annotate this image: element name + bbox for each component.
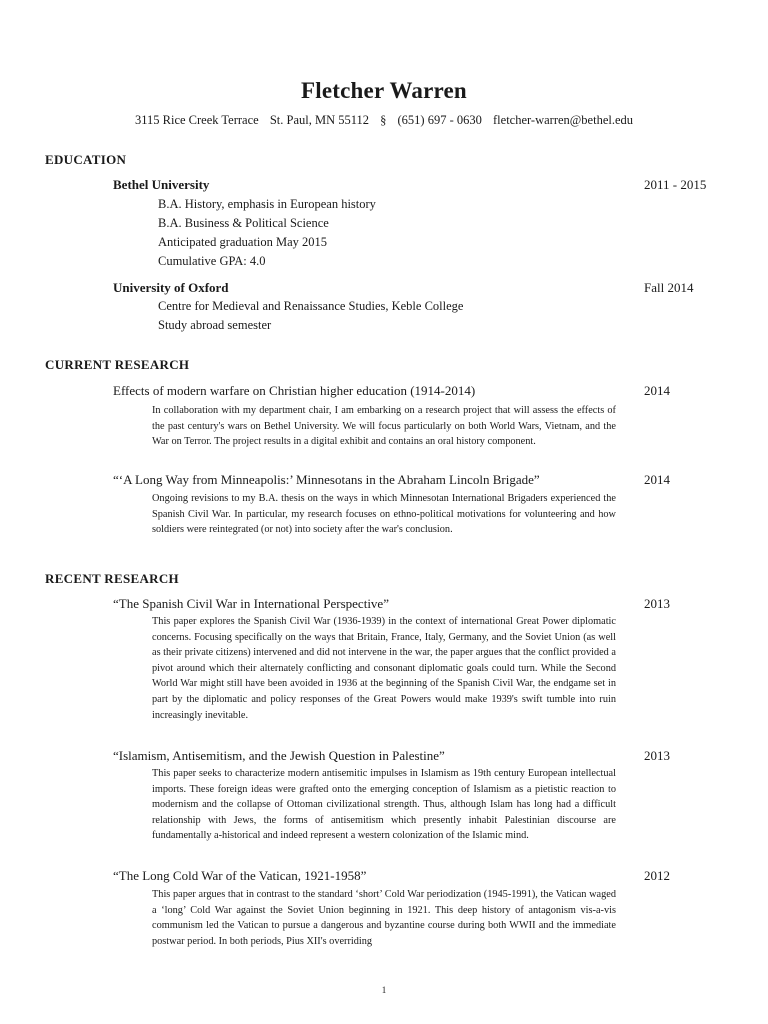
entry-date: 2012 <box>644 868 670 883</box>
institution-name: Bethel University <box>113 177 210 192</box>
phone: (651) 697 - 0630 <box>397 113 482 127</box>
page-number: 1 <box>381 985 387 995</box>
research-description: This paper explores the Spanish Civil War (1936-1939) in the context of international Great Power diplomatic concerns. Focusing specifically on the ways that Britain, France, Italy, Germany, and the Soviet Union (as well as their private citizens) intervened and did not intervene in the war, the paper argues that the conflict provided a pivot around which their alternately conflicting and consonant diplomatic goals could turn. While the Second World War might still have been avoided in 1936 at the beginning of the Spanish Civil War, the endgame set in part by the diplomatic and policy responses of the Great Powers would make 1939's swift tumble into ruin increasingly inevitable. <box>152 616 616 721</box>
education-detail: Cumulative GPA: 4.0 <box>158 254 266 268</box>
candidate-name: Fletcher Warren <box>301 78 467 103</box>
research-title: “‘A Long Way from Minneapolis:’ Minnesotans in the Abraham Lincoln Brigade” <box>113 472 540 487</box>
research-title: “The Spanish Civil War in International Perspective” <box>113 596 389 611</box>
education-detail: Centre for Medieval and Renaissance Studies, Keble College <box>158 299 464 313</box>
research-title: “The Long Cold War of the Vatican, 1921-1958” <box>113 868 367 883</box>
email-link[interactable]: fletcher-warren@bethel.edu <box>493 113 634 127</box>
education-detail: B.A. Business & Political Science <box>158 216 329 230</box>
research-title: “Islamism, Antisemitism, and the Jewish Question in Palestine” <box>113 748 445 763</box>
city: St. Paul, MN 55112 <box>269 113 370 127</box>
address: 3115 Rice Creek Terrace <box>134 113 259 127</box>
section-heading-recent-research: RECENT RESEARCH <box>45 571 179 586</box>
section-heading-current-research: CURRENT RESEARCH <box>45 357 190 372</box>
entry-date: 2013 <box>644 596 670 611</box>
research-description: This paper seeks to characterize modern antisemitic impulses in Islamism as 19th century European intellectual imports. These foreign ideas were grafted onto the emerging conception of Islamism as a pietistic reaction to modernism and the collapse of Ottoman civilizational strength. Thus, although Islam has long had a difficult relationship with Jews, the forms of antisemitism which presently inhabit Palestinian discourse are fundamentally a-historical and indeed represent a western colonization of the Islamic mind. <box>152 768 616 842</box>
section-heading-education: EDUCATION <box>45 152 127 167</box>
research-description: Ongoing revisions to my B.A. thesis on the ways in which Minnesotan International Brigaders experienced the Spanish Civil War. In particular, my research focuses on ethno-political motivations for volunteering and how soldiers were reintegrated (or not) into society after the war's conclusion. <box>152 493 616 536</box>
education-detail: Study abroad semester <box>158 318 272 332</box>
institution-name: University of Oxford <box>113 280 229 295</box>
contact-line <box>0 113 768 128</box>
entry-date: 2014 <box>644 383 670 398</box>
education-detail: Anticipated graduation May 2015 <box>158 235 328 249</box>
education-detail: B.A. History, emphasis in European history <box>158 197 376 211</box>
entry-date: Fall 2014 <box>644 280 694 295</box>
research-description: This paper argues that in contrast to the standard ‘short’ Cold War periodization (1945-1991), the Vatican waged a ‘long’ Cold War against the Soviet Union beginning in 1921. This deep history of antagonism vis-a-vis communism led the Vatican to pursue a dangerous and byzantine course during both WWII and the immediate postwar period. In both periods, Pius XII's overriding <box>152 889 616 947</box>
research-description: In collaboration with my department chair, I am embarking on a research project that will assess the effects of the past century's wars on Bethel University. We will focus particularly on both World Wars, Vietnam, and the War on Terror. The project results in a digital exhibit and contains an oral history component. <box>152 405 616 448</box>
research-title: Effects of modern warfare on Christian higher education (1914-2014) <box>113 383 476 398</box>
section-sign: § <box>380 113 387 127</box>
entry-date: 2014 <box>644 472 670 487</box>
entry-date: 2013 <box>644 748 670 763</box>
entry-date: 2011 - 2015 <box>644 177 707 192</box>
